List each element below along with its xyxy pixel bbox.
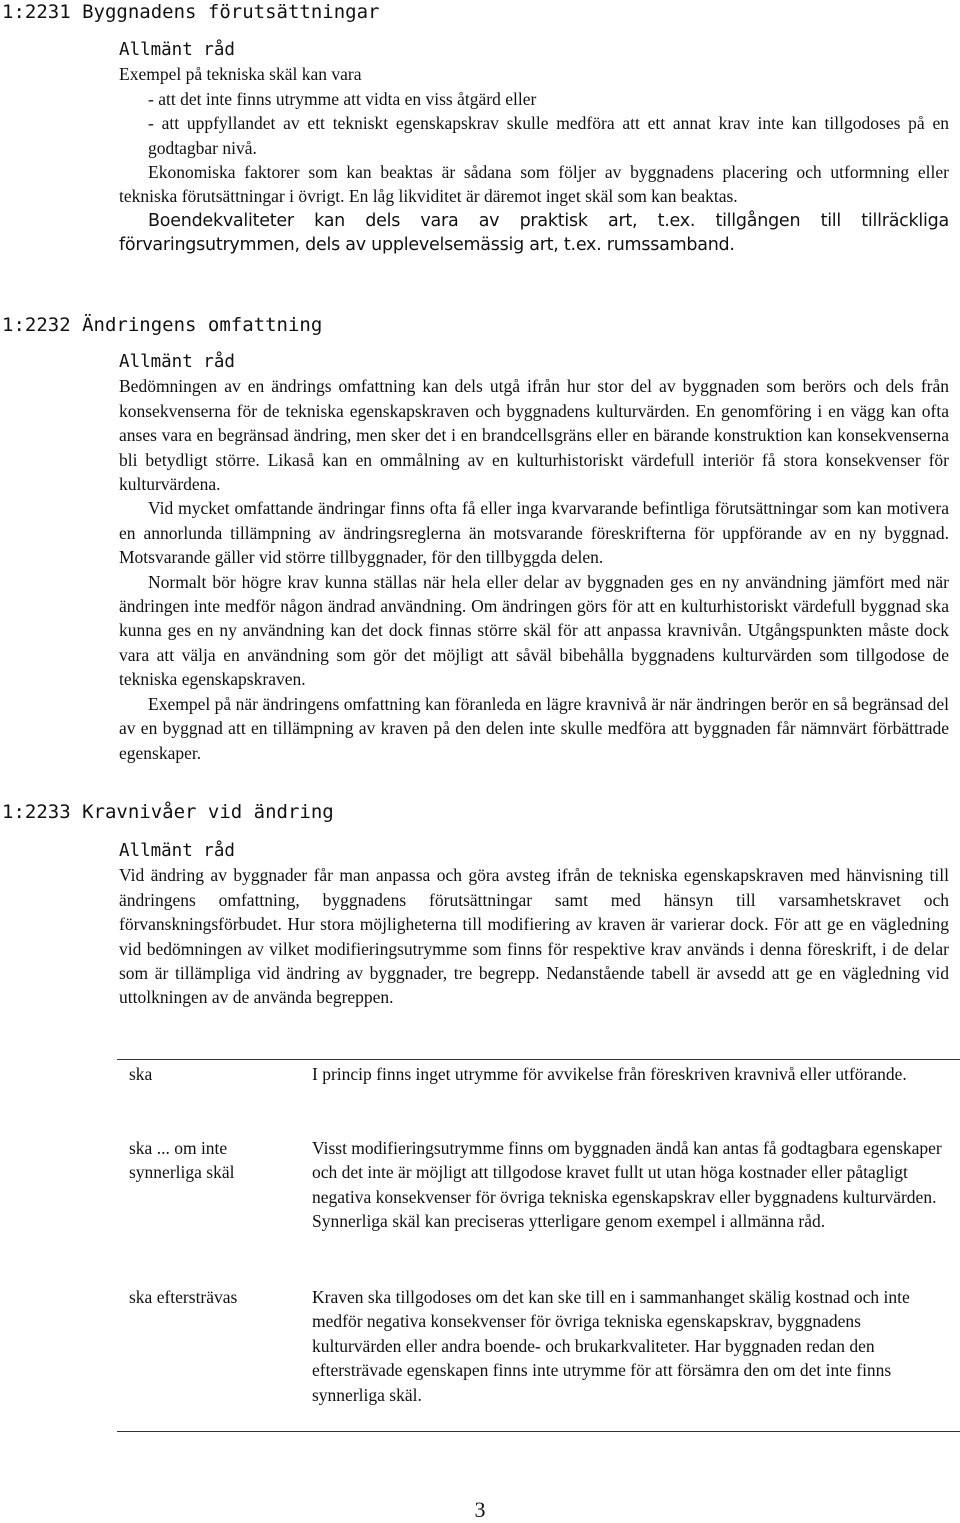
list-item: - att det inte finns utrymme att vidta en viss åtgärd eller bbox=[148, 88, 537, 109]
page-number: 3 bbox=[474, 1497, 486, 1522]
paragraph: Exempel på när ändringens omfattning kan föranleda en lägre kravnivå är när ändringen berör en så begränsad del av en byggnad att en tillämpning av kraven på den delen inte skulle medföra att byggnaden får nämnvärt förbättrade egenskaper. bbox=[119, 693, 949, 763]
paragraph: Vid mycket omfattande ändringar finns ofta få eller inga kvarvarande befintliga förutsättningar som kan motivera en annorlunda tillämpning av ändringsreglerna än motsvarande föreskrifterna för uppförande av en ny byggnad. Motsvarande gäller vid större tillbyggnader, för den tillbyggda delen. bbox=[119, 498, 949, 568]
paragraph: Exempel på tekniska skäl kan vara bbox=[119, 64, 362, 85]
table-top-rule bbox=[117, 1059, 960, 1060]
section-body-2233 bbox=[119, 839, 949, 1010]
table-term: ska bbox=[129, 1064, 153, 1084]
paragraph: Ekonomiska faktorer som kan beaktas är sådana som följer av byggnadens placering och utformning eller tekniska förutsättningar i övrigt. En låg likviditet är däremot inget skäl som kan beaktas. bbox=[119, 162, 949, 207]
section-heading-2232: 1:2232 Ändringens omfattning bbox=[2, 314, 323, 336]
paragraph: Vid ändring av byggnader får man anpassa och göra avsteg ifrån de tekniska egenskapskraven med hänvisning till ändringens omfattning, byggnadens förutsättningar samt med hänsyn till varsamhetskravet och förvanskningsförbudet. Hur stora möjligheterna till modifiering av kraven är varierar dock. För att ge en vägledning vid bedömningen av vilket modifieringsutrymme som finns för respektive krav används i denna föreskrift, i de delar som är tillämpliga vid ändring av byggnader, tre begrepp. Nedanstående tabell är avsedd att ge en vägledning vid uttolkningen av de använda begreppen. bbox=[119, 865, 949, 1008]
table-description: Kraven ska tillgodoses om det kan ske till en i sammanhanget skälig kostnad och inte medför negativa konsekvenser för övriga tekniska egenskapskrav, byggnadens kulturvärden eller andra boende- och brukarkvaliteter. Har byggnaden redan den eftersträvade egenskapen finns inte utrymme för att försämra den om det inte finns synnerliga skäl. bbox=[312, 1287, 910, 1405]
section-body-2232 bbox=[119, 350, 949, 765]
advice-label: Allmänt råd bbox=[119, 841, 235, 861]
paragraph: Normalt bör högre krav kunna ställas när hela eller delar av byggnaden ges en ny användning jämfört med när ändringen inte medför någon ändrad användning. Om ändringen görs för att en kulturhistoriskt värdefull byggnad ska kunna ges en ny användning kan det dock finnas större skäl för att anpassa kravnivån. Utgångspunkten måste dock vara att välja en användning som gör det möjligt att såväl bibehålla byggnadens kulturvärden som tillgodose de tekniska egenskapskraven. bbox=[119, 571, 949, 690]
section-heading-2231: 1:2231 Byggnadens förutsättningar bbox=[2, 1, 380, 23]
advice-label: Allmänt råd bbox=[119, 40, 235, 60]
list-item: - att uppfyllandet av ett tekniskt egenskapskrav skulle medföra att ett annat krav inte kan tillgodoses på en godtagbar nivå. bbox=[148, 113, 949, 158]
table-term: ska ... om inte synnerliga skäl bbox=[129, 1138, 235, 1183]
table-description: I princip finns inget utrymme för avvikelse från föreskriven kravnivå eller utförande. bbox=[312, 1064, 907, 1084]
paragraph: Bedömningen av en ändrings omfattning kan dels utgå ifrån hur stor del av byggnaden som berörs och dels från konsekvenserna för de tekniska egenskapskraven och byggnadens kulturvärden. En genomföring i en vägg kan ofta anses vara en begränsad ändring, men sker det i en brandcellsgräns eller en bärande konstruktion kan konsekvenserna bli betydligt större. Likaså kan en ommålning av en kulturhistoriskt värdefull interiör få stora konsekvenser för kulturvärdena. bbox=[119, 376, 949, 495]
section-body-2231 bbox=[119, 38, 949, 258]
table-description: Visst modifieringsutrymme finns om byggnaden ändå kan antas få godtagbara egenskaper och det inte är möjligt att tillgodose kravet fullt ut utan höga kostnader eller påtagligt negativa konsekvenser för övriga tekniska egenskapskrav eller byggnadens kulturvärden. Synnerliga skäl kan preciseras ytterligare genom exempel i allmänna råd. bbox=[312, 1138, 942, 1232]
table-bottom-rule bbox=[117, 1431, 960, 1432]
advice-label: Allmänt råd bbox=[119, 352, 235, 372]
table-term: ska eftersträvas bbox=[129, 1287, 238, 1307]
paragraph: Boendekvaliteter kan dels vara av praktisk art, t.ex. tillgången till tillräckliga förvaringsutrymmen, dels av upplevelsemässig art, t.ex. rumssamband. bbox=[119, 210, 949, 256]
section-heading-2233: 1:2233 Kravnivåer vid ändring bbox=[2, 801, 334, 823]
